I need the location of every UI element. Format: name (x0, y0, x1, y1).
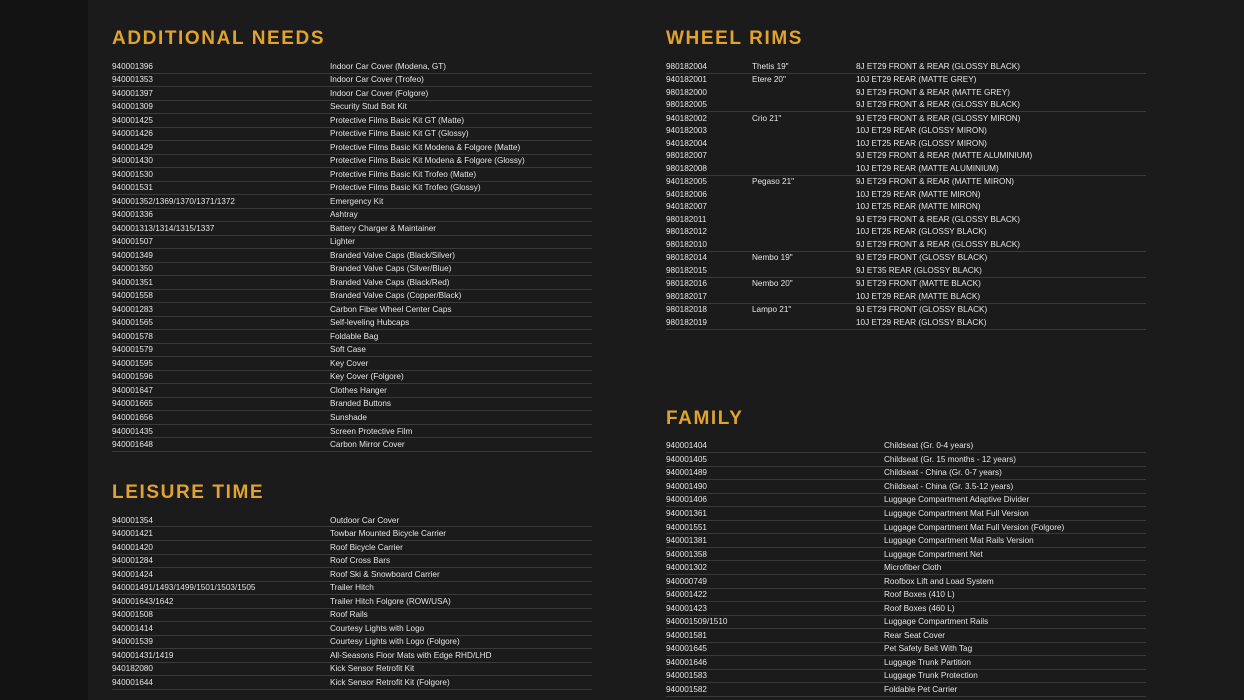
additional-needs-description: Branded Valve Caps (Black/Silver) (330, 249, 592, 263)
wheel-rim-spec: 9J ET29 FRONT & REAR (MATTE ALUMINIUM) (856, 151, 1033, 161)
table-row (112, 127, 592, 141)
table-row (666, 453, 1146, 467)
table-row (112, 100, 592, 114)
table-row (666, 226, 1146, 239)
table-row (112, 262, 592, 276)
additional-needs-code: 940001430 (112, 154, 330, 168)
wheel-rim-code: 980182008 (666, 162, 752, 175)
family-description: Luggage Trunk Protection (884, 669, 1146, 683)
additional-needs-code: 940001397 (112, 87, 330, 101)
table-row (666, 656, 1146, 670)
wheel-rim-code: 940182007 (666, 202, 707, 212)
additional-needs-code: 940001353 (112, 73, 330, 87)
table-row (112, 357, 592, 371)
additional-needs-description: Screen Protective Film (330, 424, 592, 438)
wheel-rim-spec: 9J ET29 FRONT (GLOSSY BLACK) (856, 305, 988, 315)
wheel-rim-code: 940182002 (666, 113, 707, 123)
table-row (666, 188, 1146, 201)
table-row (666, 316, 1146, 329)
leisure-time-description: Roof Cross Bars (330, 554, 592, 568)
additional-needs-description: Protective Films Basic Kit GT (Matte) (330, 114, 592, 128)
leisure-time-code: 940001424 (112, 568, 330, 582)
additional-needs-code: 940001507 (112, 235, 330, 249)
wheel-rim-spec: 9J ET29 FRONT & REAR (GLOSSY BLACK) (856, 238, 1146, 251)
additional-needs-description: Protective Films Basic Kit Trofeo (Matte) (330, 168, 592, 182)
wheel-rim-name: Pegaso 21" (752, 177, 795, 187)
table-row (112, 370, 592, 384)
table-row (112, 235, 592, 249)
additional-needs-description: Protective Films Basic Kit Trofeo (Glossy) (330, 181, 592, 195)
wheel-rim-spec: 10J ET29 REAR (GLOSSY BLACK) (856, 316, 1146, 329)
additional-needs-description: Key Cover (330, 357, 592, 371)
leisure-time-code: 940001354 (112, 514, 330, 527)
wheel-rim-code: 980182005 (666, 99, 752, 112)
right-column (666, 28, 1146, 697)
wheel-rim-code: 980182017 (666, 290, 752, 303)
wheel-rim-spec: 10J ET29 REAR (MATTE BLACK) (856, 290, 1146, 303)
wheel-rim-spec: 10J ET25 REAR (GLOSSY MIRON) (856, 138, 987, 148)
additional-needs-code: 940001656 (112, 411, 330, 425)
additional-needs-code: 940001396 (112, 60, 330, 73)
table-row (112, 168, 592, 182)
additional-needs-description: Key Cover (Folgore) (330, 370, 592, 384)
table-row (666, 493, 1146, 507)
additional-needs-description: Branded Valve Caps (Copper/Black) (330, 289, 592, 303)
family-description: Childseat (Gr. 0-4 years) (884, 440, 1146, 453)
leisure-time-code: 940001414 (112, 622, 330, 636)
table-row (666, 466, 1146, 480)
table-row (112, 195, 592, 209)
leisure-time-description: Courtesy Lights with Logo (Folgore) (330, 635, 592, 649)
wheel-rim-code: 980182000 (666, 87, 707, 97)
wheel-rim-code: 940182006 (666, 189, 707, 199)
family-code: 940001302 (666, 561, 884, 575)
table-row (666, 303, 1146, 316)
table-row (666, 440, 1146, 453)
table-row (112, 154, 592, 168)
family-code: 940001406 (666, 493, 884, 507)
section-title-family: FAMILY (666, 407, 744, 429)
family-description: Luggage Trunk Partition (884, 656, 1146, 670)
section-additional-needs (112, 28, 592, 452)
table-row (666, 602, 1146, 616)
wheel-rim-name: Nembo 19" (752, 253, 793, 263)
family-code: 940001361 (666, 507, 884, 521)
section-title-leisure-time: LEISURE TIME (112, 481, 265, 503)
wheel-rim-name (752, 150, 856, 163)
leisure-time-code: 940182080 (112, 662, 330, 676)
family-code: 940001422 (666, 588, 884, 602)
table-row (666, 213, 1146, 226)
family-table (666, 440, 1146, 697)
table-row (112, 608, 592, 622)
additional-needs-description: Lighter (330, 235, 592, 249)
leisure-time-description: Kick Sensor Retrofit Kit (330, 662, 592, 676)
additional-needs-code: 940001595 (112, 357, 330, 371)
wheel-rim-name: Thetis 19" (752, 60, 856, 73)
wheel-rim-code: 980182016 (666, 279, 707, 289)
leisure-time-description: Roof Bicycle Carrier (330, 540, 592, 554)
table-row (666, 99, 1146, 112)
additional-needs-description: Battery Charger & Maintainer (330, 222, 592, 236)
table-row (112, 540, 592, 554)
additional-needs-description: Branded Valve Caps (Silver/Blue) (330, 262, 592, 276)
additional-needs-description: Indoor Car Cover (Folgore) (330, 87, 592, 101)
table-row (112, 222, 592, 236)
wheel-rim-name (752, 316, 856, 329)
table-row (112, 249, 592, 263)
table-row (112, 635, 592, 649)
wheel-rim-code: 980182012 (666, 227, 707, 237)
wheel-rim-name (752, 162, 856, 175)
table-row (112, 87, 592, 101)
wheel-rim-name (752, 264, 856, 277)
table-row (666, 629, 1146, 643)
table-row (112, 114, 592, 128)
additional-needs-code: 940001579 (112, 343, 330, 357)
left-column (112, 28, 592, 690)
wheel-rim-code: 940182004 (666, 138, 707, 148)
wheel-rim-spec: 9J ET29 FRONT & REAR (GLOSSY BLACK) (856, 99, 1146, 112)
additional-needs-code: 940001352/1369/1370/1371/1372 (112, 195, 330, 209)
table-row (666, 162, 1146, 175)
additional-needs-code: 940001350 (112, 262, 330, 276)
table-row (112, 622, 592, 636)
family-code: 940001489 (666, 466, 884, 480)
table-row (666, 175, 1146, 188)
leisure-time-table (112, 514, 592, 690)
table-row (666, 615, 1146, 629)
table-row (112, 581, 592, 595)
additional-needs-code: 940001283 (112, 303, 330, 317)
family-description: Luggage Compartment Net (884, 547, 1146, 561)
family-code: 940001583 (666, 669, 884, 683)
wheel-rim-spec: 9J ET35 REAR (GLOSSY BLACK) (856, 264, 1146, 277)
wheel-rim-code: 980182014 (666, 253, 707, 263)
family-body (666, 440, 1146, 696)
additional-needs-description: Branded Valve Caps (Black/Red) (330, 276, 592, 290)
wheel-rims-table (666, 60, 1146, 330)
table-row (112, 649, 592, 663)
table-row (112, 514, 592, 527)
table-row (666, 561, 1146, 575)
leisure-time-code: 940001644 (112, 676, 330, 690)
leisure-time-code: 940001421 (112, 527, 330, 541)
family-code: 940001646 (666, 656, 884, 670)
additional-needs-code: 940001647 (112, 384, 330, 398)
family-code: 940001423 (666, 602, 884, 616)
table-row (112, 141, 592, 155)
wheel-rim-name: Lampo 21" (752, 305, 792, 315)
wheel-rim-name (752, 213, 856, 226)
leisure-time-description: Kick Sensor Retrofit Kit (Folgore) (330, 676, 592, 690)
wheel-rim-name: Etere 20" (752, 75, 786, 85)
family-code: 940001381 (666, 534, 884, 548)
family-description: Luggage Compartment Mat Rails Version (884, 534, 1146, 548)
additional-needs-code: 940001309 (112, 100, 330, 114)
table-row (112, 343, 592, 357)
left-edge-stripe (0, 0, 88, 700)
table-row (112, 662, 592, 676)
spacer (666, 330, 1146, 408)
leisure-time-description: Trailer Hitch Folgore (ROW/USA) (330, 595, 592, 609)
table-row (666, 588, 1146, 602)
table-row (666, 480, 1146, 494)
wheel-rim-spec: 10J ET29 REAR (MATTE ALUMINIUM) (856, 162, 1146, 175)
table-row (112, 527, 592, 541)
family-code: 940001645 (666, 642, 884, 656)
table-row (666, 137, 1146, 150)
wheel-rim-code: 980182007 (666, 151, 707, 161)
family-description: Pet Safety Belt With Tag (884, 642, 1146, 656)
additional-needs-code: 940001425 (112, 114, 330, 128)
additional-needs-code: 940001336 (112, 208, 330, 222)
wheel-rims-body (666, 60, 1146, 329)
additional-needs-code: 940001429 (112, 141, 330, 155)
table-row (666, 534, 1146, 548)
table-row (112, 397, 592, 411)
additional-needs-description: Protective Films Basic Kit Modena & Folgore (Matte) (330, 141, 592, 155)
leisure-time-description: Outdoor Car Cover (330, 514, 592, 527)
table-row (666, 507, 1146, 521)
additional-needs-code: 940001648 (112, 438, 330, 452)
wheel-rim-code: 940182001 (666, 75, 707, 85)
additional-needs-description: Foldable Bag (330, 330, 592, 344)
family-code: 940001405 (666, 453, 884, 467)
wheel-rim-spec: 9J ET29 FRONT & REAR (MATTE MIRON) (856, 177, 1014, 187)
wheel-rim-spec: 9J ET29 FRONT & REAR (GLOSSY BLACK) (856, 214, 1020, 224)
wheel-rim-name (752, 99, 856, 112)
wheel-rim-spec: 10J ET25 REAR (MATTE MIRON) (856, 202, 981, 212)
additional-needs-code: 940001531 (112, 181, 330, 195)
additional-needs-description: Carbon Mirror Cover (330, 438, 592, 452)
additional-needs-code: 940001558 (112, 289, 330, 303)
table-row (112, 316, 592, 330)
wheel-rim-spec: 8J ET29 FRONT & REAR (GLOSSY BLACK) (856, 60, 1146, 73)
wheel-rim-spec: 10J ET29 REAR (MATTE GREY) (856, 75, 977, 85)
additional-needs-description: Ashtray (330, 208, 592, 222)
wheel-rim-name (752, 137, 856, 150)
leisure-time-code: 940001284 (112, 554, 330, 568)
family-code: 940001509/1510 (666, 615, 884, 629)
spacer (112, 452, 592, 482)
additional-needs-code: 940001435 (112, 424, 330, 438)
table-row (112, 384, 592, 398)
leisure-time-description: Roof Rails (330, 608, 592, 622)
wheel-rim-code: 980182018 (666, 305, 707, 315)
table-row (112, 60, 592, 73)
additional-needs-description: Carbon Fiber Wheel Center Caps (330, 303, 592, 317)
wheel-rim-code: 940182005 (666, 177, 707, 187)
leisure-time-code: 940001431/1419 (112, 649, 330, 663)
table-row (112, 208, 592, 222)
leisure-time-code: 940001508 (112, 608, 330, 622)
wheel-rim-spec: 9J ET29 FRONT & REAR (MATTE GREY) (856, 87, 1010, 97)
leisure-time-code: 940001643/1642 (112, 595, 330, 609)
additional-needs-code: 940001578 (112, 330, 330, 344)
additional-needs-description: Protective Films Basic Kit Modena & Folgore (Glossy) (330, 154, 592, 168)
table-row (112, 595, 592, 609)
table-row (112, 330, 592, 344)
wheel-rim-code: 980182004 (666, 60, 752, 73)
table-row (666, 201, 1146, 214)
additional-needs-code: 940001665 (112, 397, 330, 411)
leisure-time-description: Towbar Mounted Bicycle Carrier (330, 527, 592, 541)
table-row (112, 181, 592, 195)
table-row (666, 150, 1146, 163)
family-description: Rear Seat Cover (884, 629, 1146, 643)
table-row (666, 238, 1146, 251)
additional-needs-description: Indoor Car Cover (Modena, GT) (330, 60, 592, 73)
family-description: Luggage Compartment Rails (884, 615, 1146, 629)
family-code: 940001582 (666, 683, 884, 697)
additional-needs-code: 940001565 (112, 316, 330, 330)
wheel-rim-code: 980182019 (666, 316, 752, 329)
leisure-time-code: 940001491/1493/1499/1501/1503/1505 (112, 581, 330, 595)
wheel-rim-name (752, 226, 856, 239)
additional-needs-description: Clothes Hanger (330, 384, 592, 398)
section-leisure-time (112, 482, 592, 690)
family-description: Microfiber Cloth (884, 561, 1146, 575)
additional-needs-description: Self-leveling Hubcaps (330, 316, 592, 330)
family-description: Childseat - China (Gr. 0-7 years) (884, 466, 1146, 480)
wheel-rim-spec: 10J ET29 REAR (GLOSSY MIRON) (856, 126, 987, 136)
leisure-time-description: Courtesy Lights with Logo (330, 622, 592, 636)
additional-needs-code: 940001530 (112, 168, 330, 182)
table-row (666, 112, 1146, 125)
wheel-rim-spec: 9J ET29 FRONT (GLOSSY BLACK) (856, 253, 988, 263)
table-row (666, 86, 1146, 99)
wheel-rim-name (752, 86, 856, 99)
wheel-rim-name (752, 238, 856, 251)
additional-needs-description: Security Stud Bolt Kit (330, 100, 592, 114)
family-description: Childseat (Gr. 15 months - 12 years) (884, 453, 1146, 467)
additional-needs-description: Soft Case (330, 343, 592, 357)
table-row (112, 289, 592, 303)
family-code: 940001581 (666, 629, 884, 643)
wheel-rim-name (752, 290, 856, 303)
table-row (666, 125, 1146, 138)
table-row (112, 276, 592, 290)
table-row (112, 554, 592, 568)
wheel-rim-name: Nembo 20" (752, 279, 793, 289)
family-description: Luggage Compartment Mat Full Version (884, 507, 1146, 521)
table-row (666, 264, 1146, 277)
wheel-rim-spec: 10J ET25 REAR (GLOSSY BLACK) (856, 227, 987, 237)
leisure-time-body (112, 514, 592, 689)
additional-needs-code: 940001313/1314/1315/1337 (112, 222, 330, 236)
table-row (666, 669, 1146, 683)
family-code: 940000749 (666, 574, 884, 588)
additional-needs-description: Protective Films Basic Kit GT (Glossy) (330, 127, 592, 141)
additional-needs-code: 940001596 (112, 370, 330, 384)
additional-needs-description: Indoor Car Cover (Trofeo) (330, 73, 592, 87)
additional-needs-description: Branded Buttons (330, 397, 592, 411)
wheel-rim-spec: 9J ET29 FRONT (MATTE BLACK) (856, 279, 981, 289)
additional-needs-table (112, 60, 592, 452)
leisure-time-description: All-Seasons Floor Mats with Edge RHD/LHD (330, 649, 592, 663)
additional-needs-code: 940001426 (112, 127, 330, 141)
wheel-rim-name (752, 125, 856, 138)
family-description: Luggage Compartment Mat Full Version (Folgore) (884, 520, 1146, 534)
table-row (666, 60, 1146, 73)
family-description: Roof Boxes (410 L) (884, 588, 1146, 602)
wheel-rim-name (752, 188, 856, 201)
table-row (666, 547, 1146, 561)
leisure-time-code: 940001420 (112, 540, 330, 554)
section-wheel-rims (666, 28, 1146, 330)
table-row (112, 438, 592, 452)
table-row (666, 290, 1146, 303)
additional-needs-description: Sunshade (330, 411, 592, 425)
table-row (666, 251, 1146, 264)
wheel-rim-code: 940182003 (666, 126, 707, 136)
table-row (666, 520, 1146, 534)
wheel-rim-code: 980182015 (666, 264, 752, 277)
wheel-rim-code: 980182011 (666, 214, 707, 224)
family-description: Foldable Pet Carrier (884, 683, 1146, 697)
additional-needs-description: Emergency Kit (330, 195, 592, 209)
section-family (666, 408, 1146, 697)
table-row (112, 411, 592, 425)
table-row (112, 676, 592, 690)
table-row (112, 303, 592, 317)
family-code: 940001404 (666, 440, 884, 453)
table-row (112, 73, 592, 87)
additional-needs-code: 940001349 (112, 249, 330, 263)
additional-needs-body (112, 60, 592, 451)
table-row (666, 683, 1146, 697)
table-row (666, 73, 1146, 86)
table-row (112, 424, 592, 438)
family-code: 940001490 (666, 480, 884, 494)
wheel-rim-code: 980182010 (666, 238, 752, 251)
leisure-time-description: Roof Ski & Snowboard Carrier (330, 568, 592, 582)
section-title-additional-needs: ADDITIONAL NEEDS (112, 28, 326, 49)
family-description: Roofbox Lift and Load System (884, 574, 1146, 588)
wheel-rim-name: Crio 21" (752, 113, 782, 123)
family-description: Luggage Compartment Adaptive Divider (884, 493, 1146, 507)
family-code: 940001358 (666, 547, 884, 561)
leisure-time-code: 940001539 (112, 635, 330, 649)
family-description: Roof Boxes (460 L) (884, 602, 1146, 616)
wheel-rim-spec: 9J ET29 FRONT & REAR (GLOSSY MIRON) (856, 113, 1021, 123)
table-row (112, 568, 592, 582)
section-title-wheel-rims: WHEEL RIMS (666, 28, 804, 49)
table-row (666, 277, 1146, 290)
wheel-rim-spec: 10J ET29 REAR (MATTE MIRON) (856, 189, 981, 199)
table-row (666, 642, 1146, 656)
table-row (666, 574, 1146, 588)
leisure-time-description: Trailer Hitch (330, 581, 592, 595)
additional-needs-code: 940001351 (112, 276, 330, 290)
wheel-rim-name (752, 201, 856, 214)
family-description: Childseat - China (Gr. 3.5-12 years) (884, 480, 1146, 494)
family-code: 940001551 (666, 520, 884, 534)
